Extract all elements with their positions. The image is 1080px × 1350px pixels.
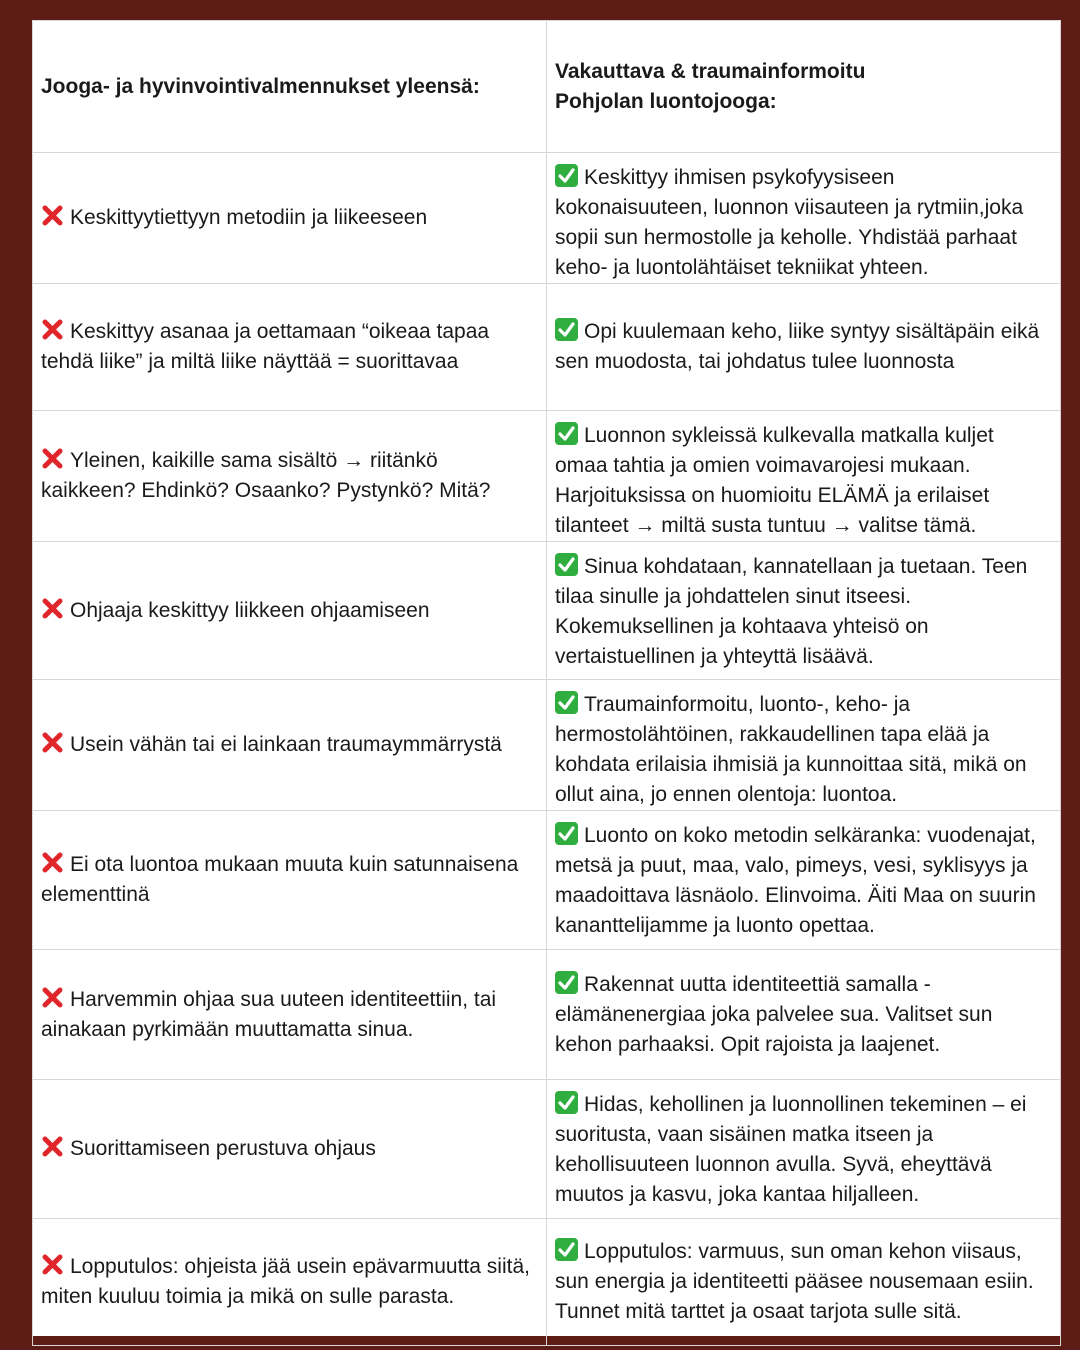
header-left-cell xyxy=(33,21,547,153)
nature-yoga-text: Rakennat uutta identiteettiä samalla - elämänenergiaa joka palvelee sua. Valitset sun kehon parhaaksi. Opit rajoista ja laajenet. xyxy=(555,972,993,1056)
conventional-text: Yleinen, kaikille sama sisältö → riitänkö kaikkeen? Ehdinkö? Osaanko? Pystynkö? Mitä? xyxy=(41,449,491,502)
check-mark-icon xyxy=(555,822,578,845)
conventional-cell xyxy=(33,680,547,811)
cross-mark-icon xyxy=(41,986,64,1009)
cross-mark-icon xyxy=(41,1135,64,1158)
table-header-row xyxy=(33,21,1061,153)
table-row xyxy=(33,153,1061,284)
check-mark-icon xyxy=(555,1091,578,1114)
table-row xyxy=(33,811,1061,950)
nature-yoga-text: Opi kuulemaan keho, liike syntyy sisältäpäin eikä sen muodosta, tai johdatus tulee luonnosta xyxy=(555,320,1040,373)
nature-yoga-text: Keskittyy ihmisen psykofyysiseen kokonaisuuteen, luonnon viisauteen ja rytmiin,joka sopii sun hermostolle ja keholle. Yhdistää parhaat keho- ja luontolähtäiset tekniikat yhteen. xyxy=(555,166,1024,279)
table-row xyxy=(33,284,1061,411)
nature-yoga-text: Traumainformoitu, luonto-, keho- ja hermostolähtöinen, rakkaudellinen tapa elää ja kohdata erilaisia ihmisiä ja kunnoittaa sitä, mikä on ollut aina, jo ennen olentoja: luontoa. xyxy=(555,693,1027,806)
conventional-cell xyxy=(33,542,547,680)
check-mark-icon xyxy=(555,1238,578,1261)
cross-mark-icon xyxy=(41,1253,64,1276)
cross-mark-icon xyxy=(41,597,64,620)
nature-yoga-cell xyxy=(547,950,1061,1080)
conventional-text: Suorittamiseen perustuva ohjaus xyxy=(70,1137,376,1160)
check-mark-icon xyxy=(555,318,578,341)
nature-yoga-text: Luonto on koko metodin selkäranka: vuodenajat, metsä ja puut, maa, valo, pimeys, vesi, syklisyys ja maadoittava läsnäolo. Elinvoima. Äiti Maa on suurin kananttelijamme ja luonto opettaa. xyxy=(555,824,1036,937)
table-row xyxy=(33,950,1061,1080)
cross-mark-icon xyxy=(41,851,64,874)
table-row xyxy=(33,1080,1061,1219)
conventional-cell xyxy=(33,1080,547,1219)
conventional-cell xyxy=(33,411,547,542)
nature-yoga-text: Lopputulos: varmuus, sun oman kehon viisaus, sun energia ja identiteetti pääsee nousemaan esiin. Tunnet mitä tarttet ja osaat tarjota sulle sitä. xyxy=(555,1240,1034,1323)
table-row xyxy=(33,1219,1061,1346)
nature-yoga-cell xyxy=(547,542,1061,680)
cross-mark-icon xyxy=(41,204,64,227)
check-mark-icon xyxy=(555,971,578,994)
conventional-text: Ei ota luontoa mukaan muuta kuin satunnaisena elementtinä xyxy=(41,853,519,906)
comparison-sheet xyxy=(32,20,1060,1336)
table-row xyxy=(33,680,1061,811)
nature-yoga-text: Luonnon sykleissä kulkevalla matkalla kuljet omaa tahtia ja omien voimavarojesi mukaan. Harjoituksissa on huomioitu ELÄMÄ ja erilaiset tilanteet → miltä susta tuntuu → valitse tämä. xyxy=(555,424,994,537)
header-left-title: Jooga- ja hyvinvointivalmennukset yleensä: xyxy=(41,74,480,98)
nature-yoga-cell xyxy=(547,153,1061,284)
nature-yoga-cell xyxy=(547,1219,1061,1346)
check-mark-icon xyxy=(555,422,578,445)
nature-yoga-text: Sinua kohdataan, kannatellaan ja tuetaan. Teen tilaa sinulle ja johdattelen sinut itseesi. Kokemuksellinen ja kohtaava yhteisö on vertaistuellinen ja yhteyttä lisäävä. xyxy=(555,555,1028,668)
conventional-cell xyxy=(33,811,547,950)
nature-yoga-cell xyxy=(547,1080,1061,1219)
conventional-text: Keskittyytiettyyn metodiin ja liikeeseen xyxy=(70,206,428,229)
cross-mark-icon xyxy=(41,318,64,341)
table-row xyxy=(33,411,1061,542)
nature-yoga-cell xyxy=(547,411,1061,542)
conventional-cell xyxy=(33,1219,547,1346)
conventional-text: Harvemmin ohjaa sua uuteen identiteettiin, tai ainakaan pyrkimään muuttamatta sinua. xyxy=(41,987,497,1041)
header-right-title-line1: Vakauttava & traumainformoitu xyxy=(555,59,866,83)
conventional-text: Ohjaaja keskittyy liikkeen ohjaamiseen xyxy=(70,598,430,622)
check-mark-icon xyxy=(555,553,578,576)
conventional-cell xyxy=(33,153,547,284)
cross-mark-icon xyxy=(41,731,64,754)
cross-mark-icon xyxy=(41,447,64,470)
nature-yoga-cell xyxy=(547,680,1061,811)
table-row xyxy=(33,542,1061,680)
conventional-text: Lopputulos: ohjeista jää usein epävarmuutta siitä, miten kuuluu toimia ja mikä on sulle parasta. xyxy=(41,1255,530,1308)
conventional-text: Usein vähän tai ei lainkaan traumaymmärrystä xyxy=(70,733,502,756)
comparison-table xyxy=(32,20,1061,1346)
header-right-title-line2: Pohjolan luontojooga: xyxy=(555,89,777,113)
check-mark-icon xyxy=(555,691,578,714)
check-mark-icon xyxy=(555,164,578,187)
nature-yoga-clip xyxy=(555,821,1052,949)
nature-yoga-cell xyxy=(547,811,1061,950)
header-right-cell xyxy=(547,21,1061,153)
nature-yoga-text: Hidas, kehollinen ja luonnollinen tekeminen – ei suoritusta, vaan sisäinen matka itseen ja kehollisuuteen luonnon avulla. Syvä, eheyttävä muutos ja kasvu, joka kantaa hiljalleen. xyxy=(555,1093,1027,1206)
nature-yoga-cell xyxy=(547,284,1061,411)
conventional-text: Keskittyy asanaa ja oettamaan “oikeaa tapaa tehdä liike” ja miltä liike näyttää = suorittavaa xyxy=(41,320,490,373)
conventional-cell xyxy=(33,950,547,1080)
conventional-cell xyxy=(33,284,547,411)
